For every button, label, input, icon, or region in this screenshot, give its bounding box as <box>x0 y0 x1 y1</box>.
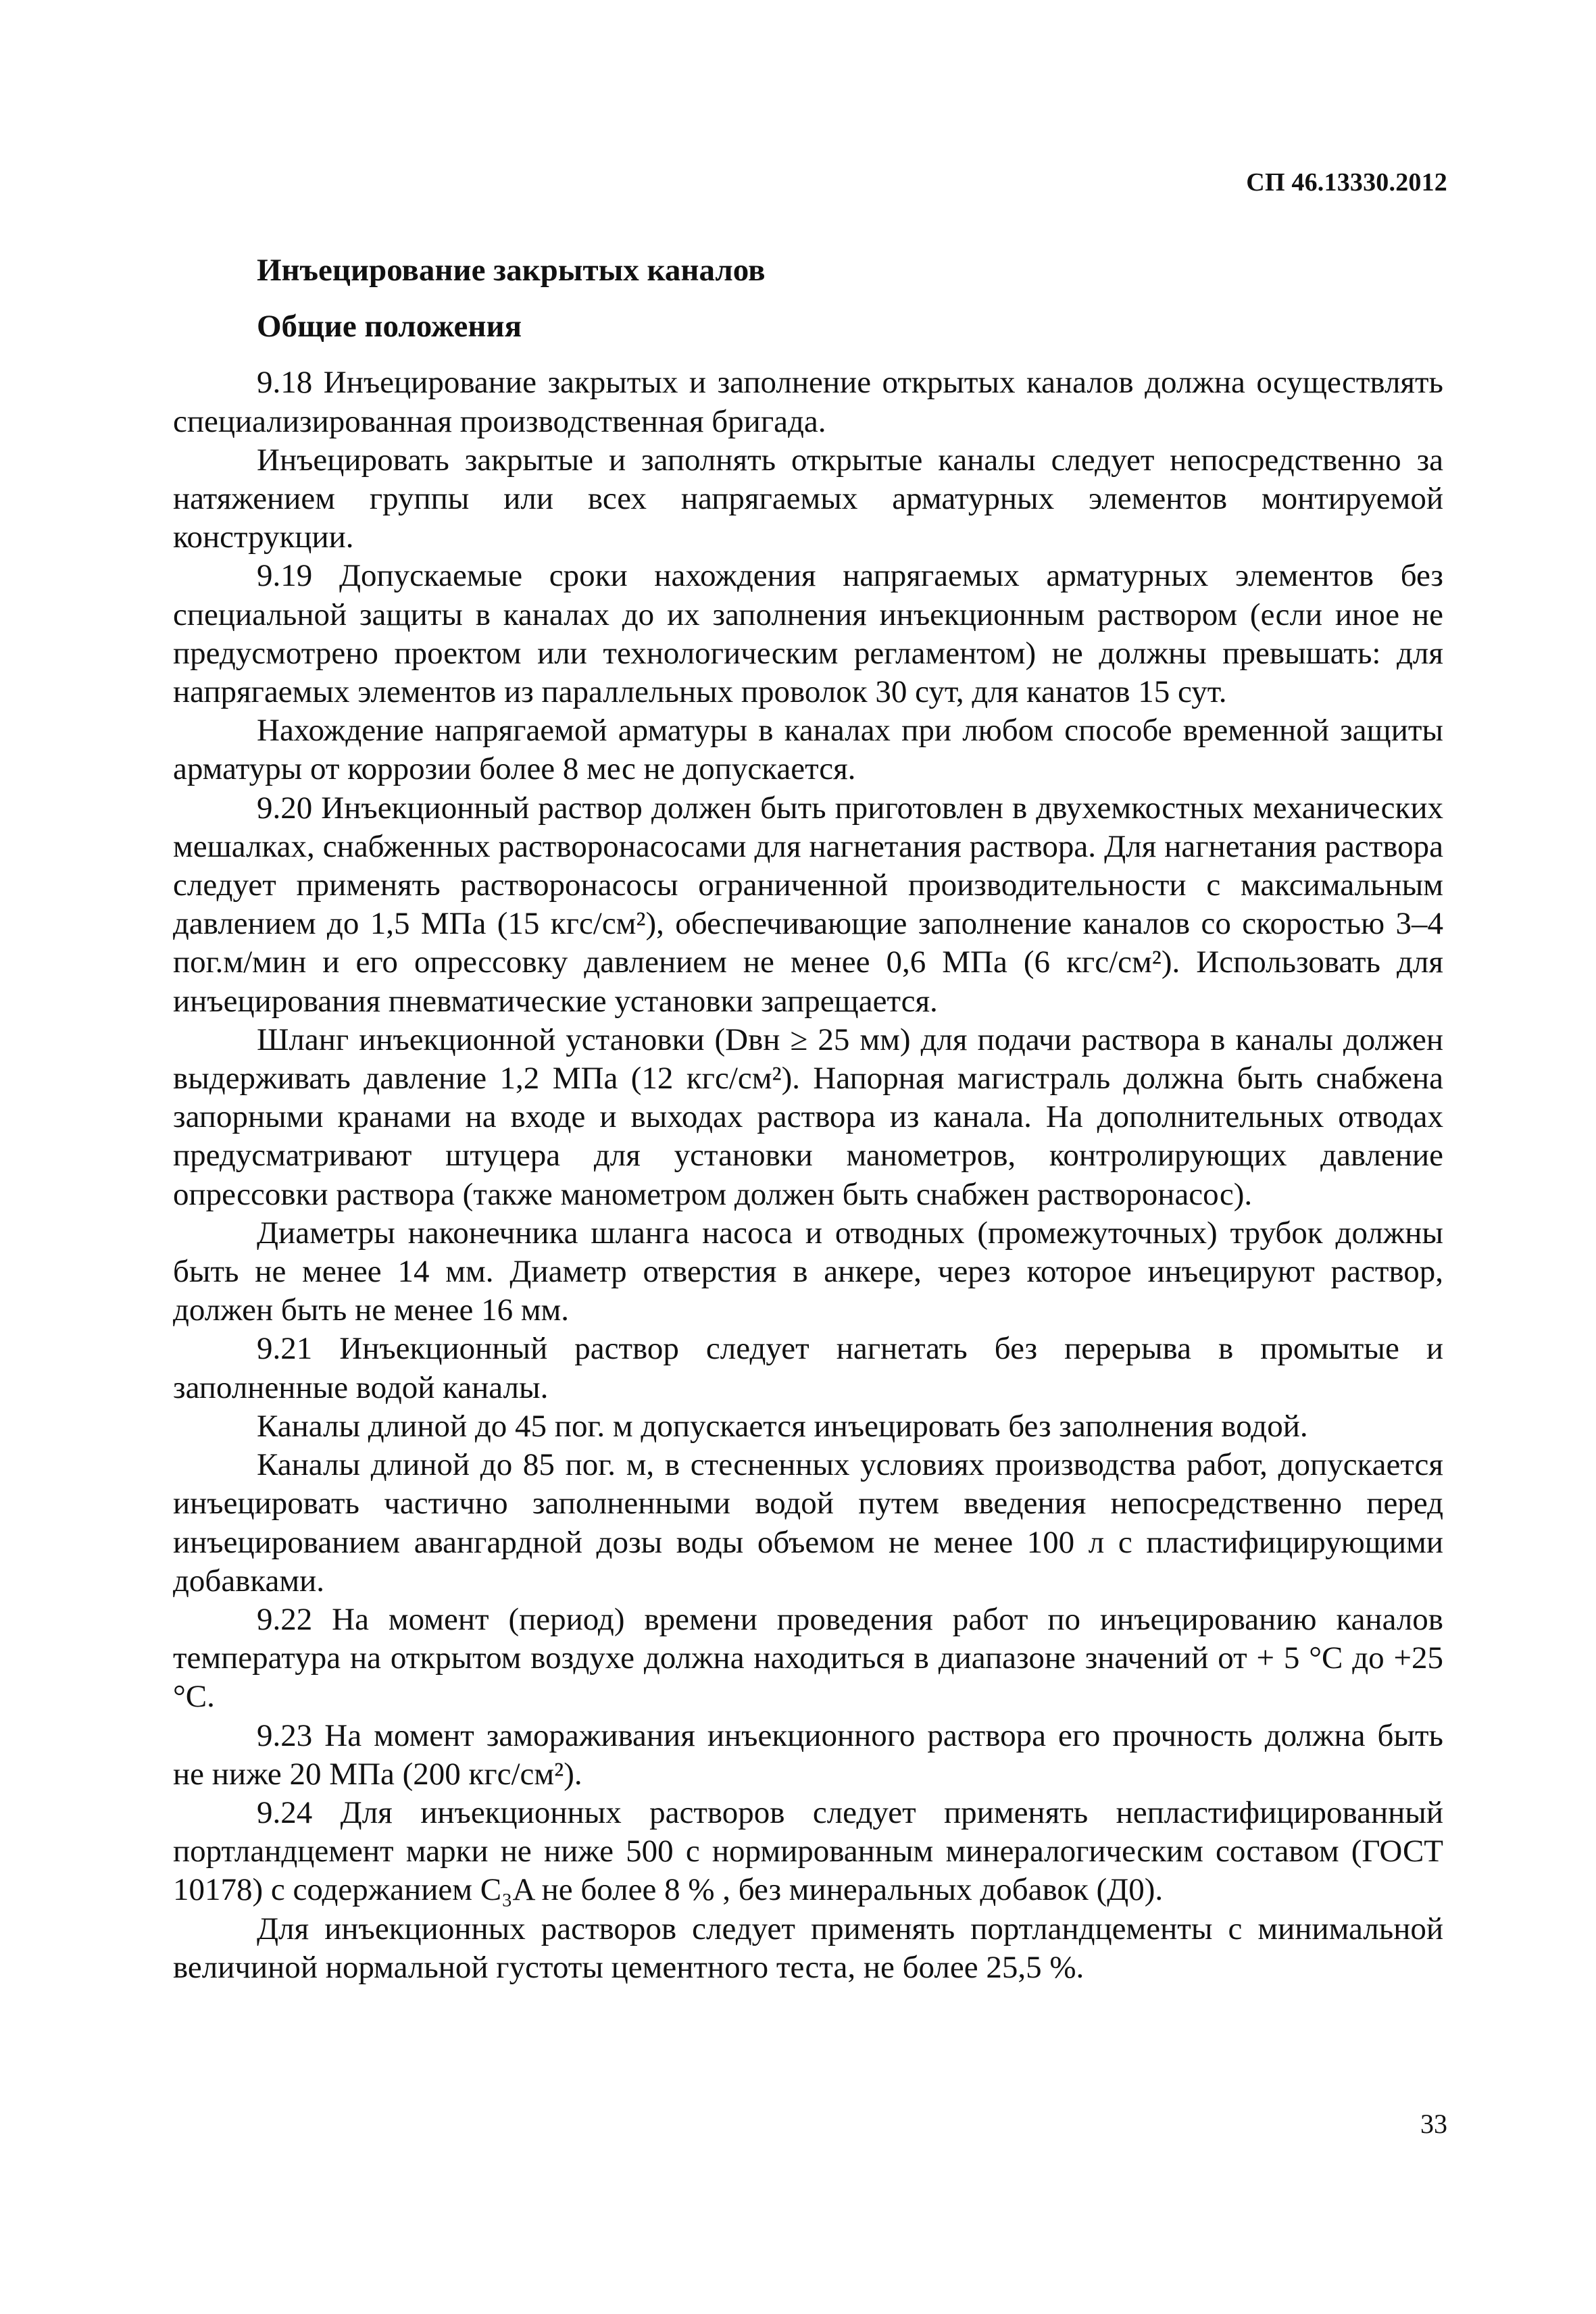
paragraph-9-22: 9.22 На момент (период) времени проведения работ по инъецированию каналов температура на открытом воздухе должна находиться в диапазоне значений от + 5 °С до +25 °С. <box>173 1601 1443 1715</box>
paragraph-9-20-hose: Шланг инъекционной установки (Dвн ≥ 25 мм) для подачи раствора в каналы должен выдерживать давление 1,2 МПа (12 кгс/см²). Напорная магистраль должна быть снабжена запорными кранами на входе и выходах раствора из канала. На дополнительных отводах предусматривают штуцера для установки манометров, контролирующих давление опрессовки раствора (также манометром должен быть снабжен растворонасос). <box>173 1022 1443 1212</box>
paragraph-9-19-continued: Нахождение напрягаемой арматуры в каналах при любом способе временной защиты арматуры от коррозии более 8 мес не допускается. <box>173 713 1443 787</box>
paragraph-9-21-45m: Каналы длиной до 45 пог. м допускается инъецировать без заполнения водой. <box>257 1408 1308 1444</box>
paragraph-9-21-85m: Каналы длиной до 85 пог. м, в стесненных условиях производства работ, допускается инъецировать частично заполненными водой путем введения непосредственно перед инъецированием авангардной дозы воды объемом не менее 100 л с пластифицирующими добавками. <box>173 1447 1443 1599</box>
paragraph-9-18-continued: Инъецировать закрытые и заполнять открытые каналы следует непосредственно за натяжением группы или всех напрягаемых арматурных элементов монтируемой конструкции. <box>173 442 1443 555</box>
paragraph-9-20: 9.20 Инъекционный раствор должен быть приготовлен в двухемкостных механических мешалках, снабженных растворонасосами для нагнетания раствора. Для нагнетания раствора следует применять растворонасосы ограниченной производительности с максимальным давлением до 1,5 МПа (15 кгс/см²), обеспечивающие заполнение каналов со скоростью 3–4 пог.м/мин и его опрессовку давлением не менее 0,6 МПа (6 кгс/см²). Использовать для инъецирования пневматические установки запрещается. <box>173 790 1443 1019</box>
paragraph-9-21: 9.21 Инъекционный раствор следует нагнетать без перерыва в промытые и заполненные водой каналы. <box>173 1331 1443 1405</box>
paragraph-9-18: 9.18 Инъецирование закрытых и заполнение открытых каналов должна осуществлять специализированная производственная бригада. <box>173 365 1443 439</box>
paragraph-9-19: 9.19 Допускаемые сроки нахождения напрягаемых арматурных элементов без специальной защиты в каналах до их заполнения инъекционным раствором (если иное не предусмотрено проектом или технологическим регламентом) не должны превышать: для напрягаемых элементов из параллельных проволок 30 сут, для канатов 15 сут. <box>173 558 1443 710</box>
document-body <box>173 251 1443 1987</box>
page-number: 33 <box>1420 2109 1447 2139</box>
section-title: Инъецирование закрытых каналов <box>257 253 766 288</box>
paragraph-9-24: 9.24 Для инъекционных растворов следует применять непластифицированный портландцемент марки не ниже 500 с нормированным минералогическим составом (ГОСТ 10178) с содержанием C₃A не более 8 % , без минеральных добавок (Д0). <box>173 1794 1443 1908</box>
paragraph-9-23: 9.23 На момент замораживания инъекционного раствора его прочность должна быть не ниже 20 МПа (200 кгс/см²). <box>173 1717 1443 1792</box>
section-subtitle: Общие положения <box>257 309 522 345</box>
paragraph-9-24-continued: Для инъекционных растворов следует применять портландцементы с минимальной величиной нормальной густоты цементного теста, не более 25,5 %. <box>173 1911 1443 1985</box>
document-code: СП 46.13330.2012 <box>1246 168 1447 197</box>
paragraph-9-20-diameters: Диаметры наконечника шланга насоса и отводных (промежуточных) трубок должны быть не менее 14 мм. Диаметр отверстия в анкере, через которое инъецируют раствор, должен быть не менее 16 мм. <box>173 1215 1443 1328</box>
